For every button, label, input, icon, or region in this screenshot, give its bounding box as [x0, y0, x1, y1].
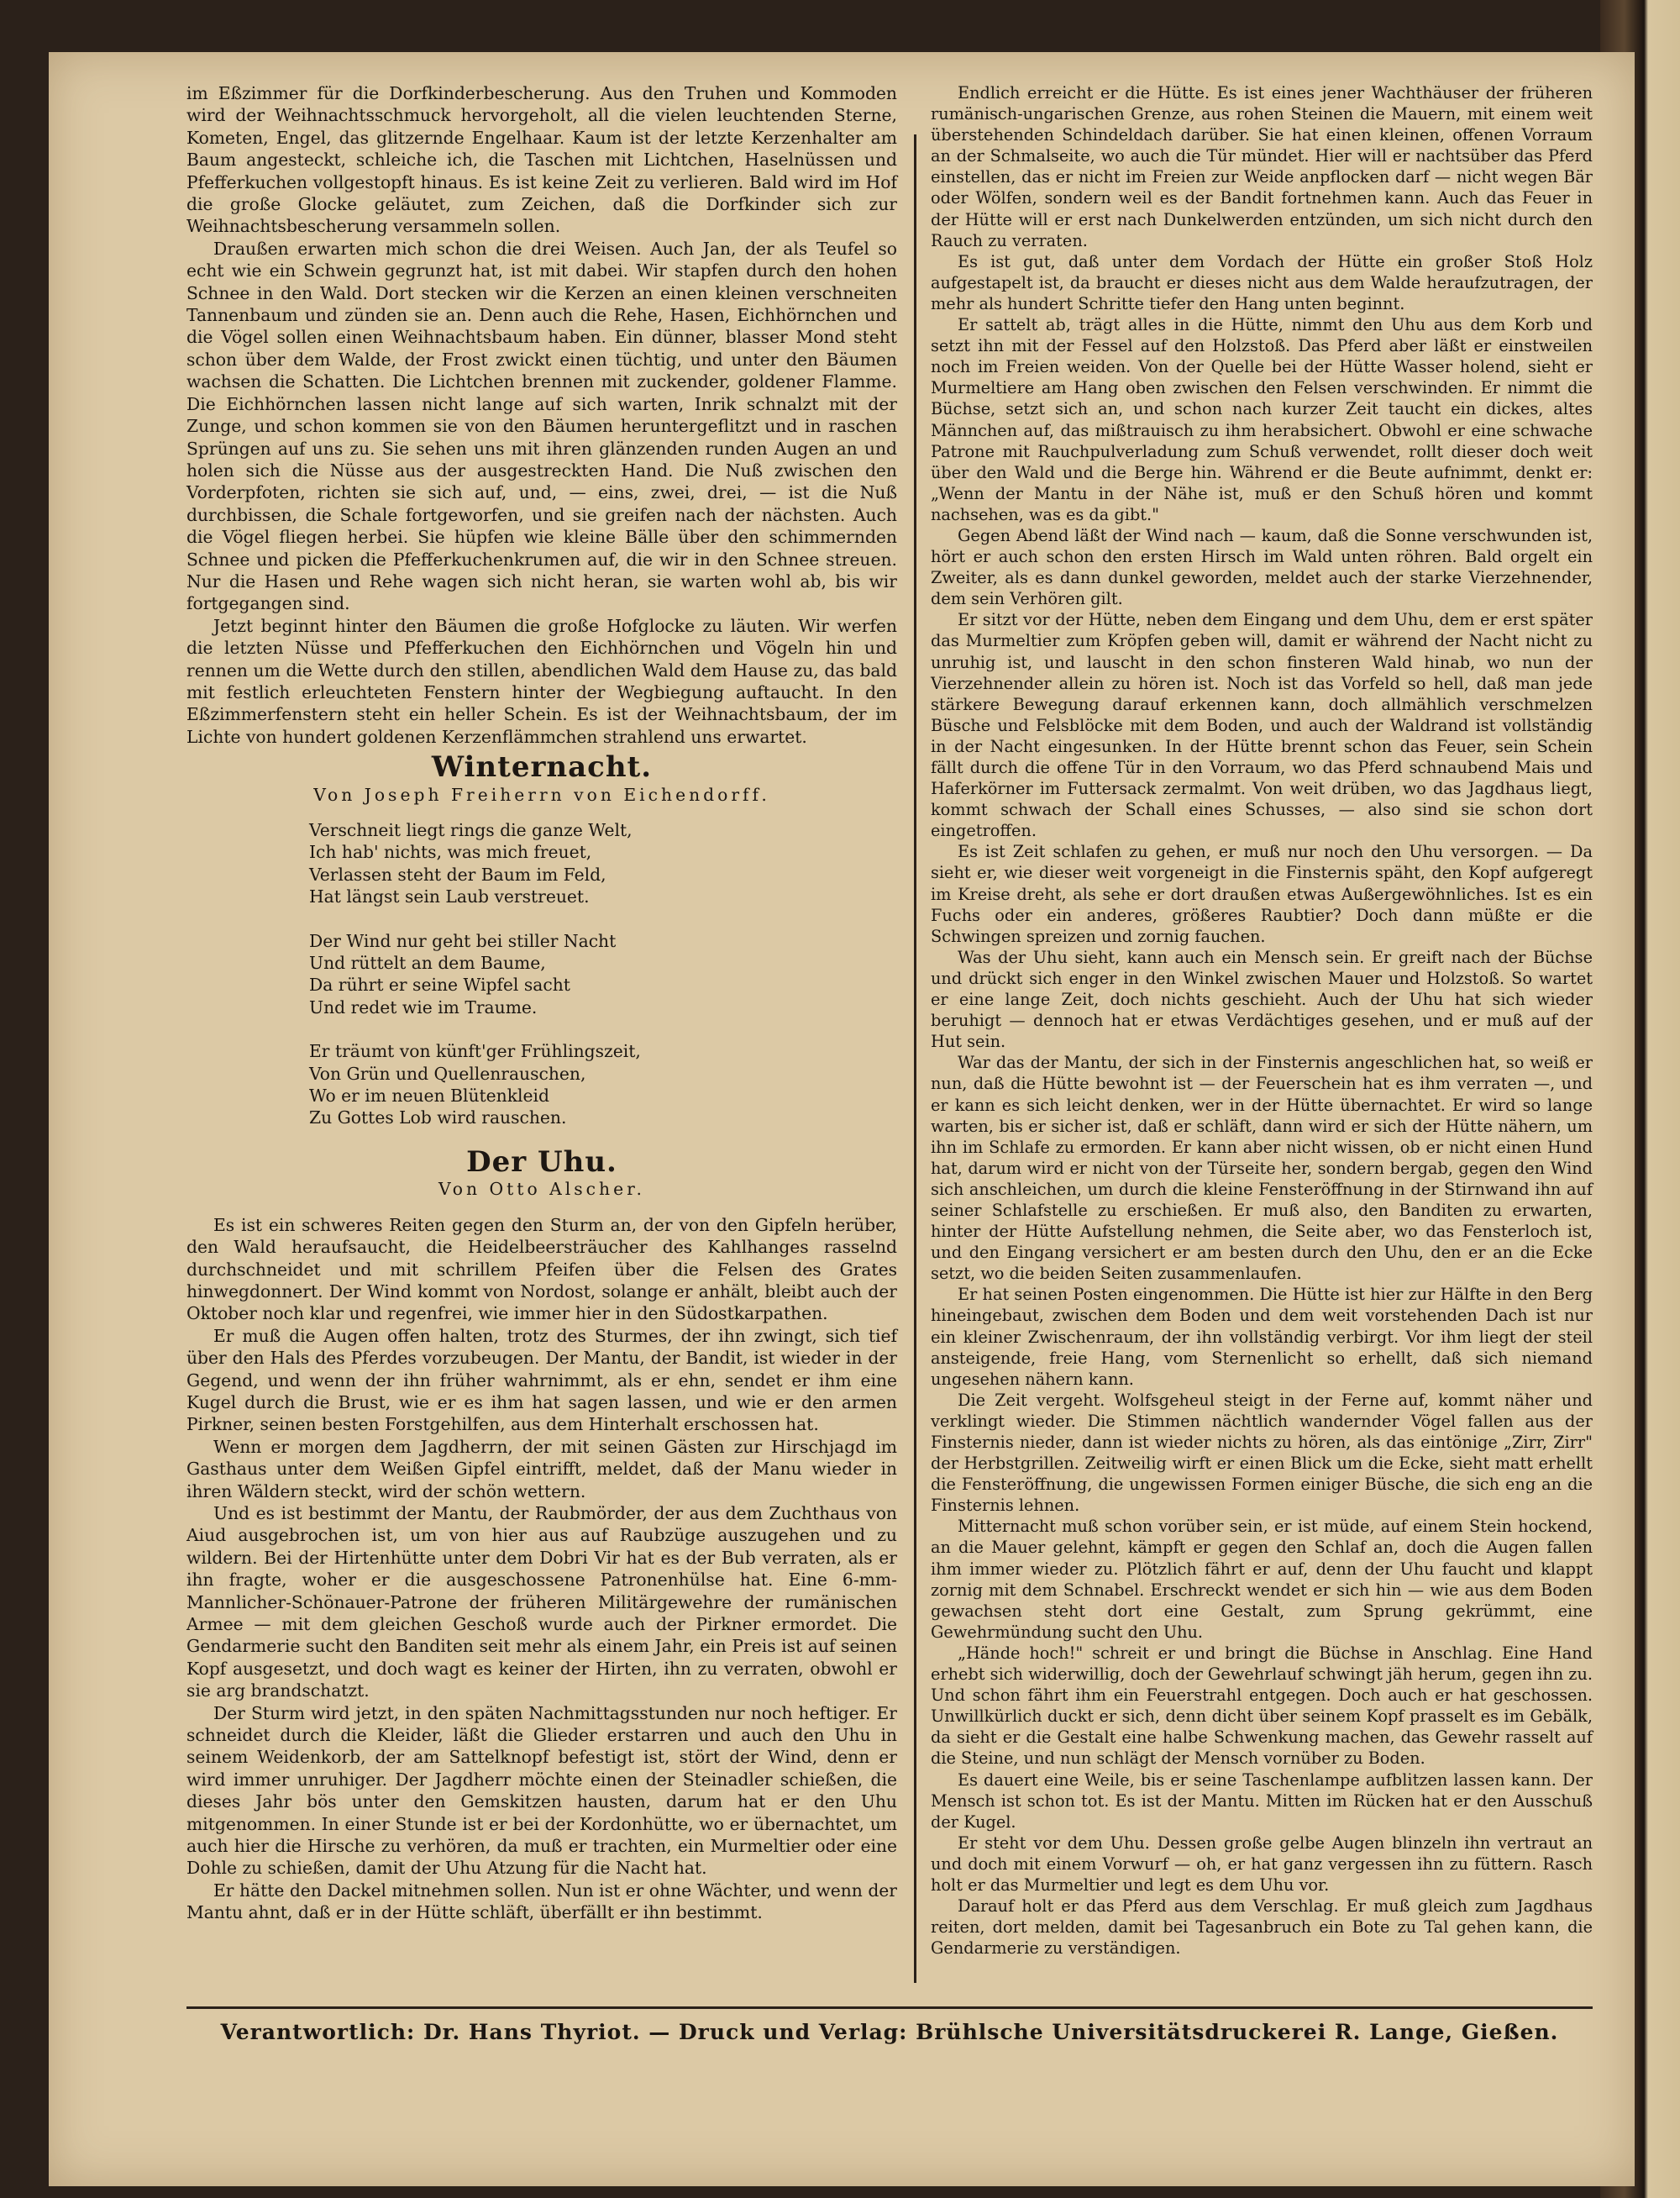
poem-line: Hat längst sein Laub verstreuet.: [309, 886, 590, 907]
poem-line: Ich hab' nichts, was mich freuet,: [309, 842, 592, 863]
poem-line: Wo er im neuen Blütenkleid: [309, 1086, 549, 1107]
column-divider: [914, 134, 916, 1983]
story-title: Der Uhu.: [466, 1144, 617, 1179]
story-text: [186, 1214, 897, 1924]
story-paragraph: Wenn er morgen dem Jagdherrn, der mit seinen Gästen zur Hirschjagd im Gasthaus unter dem Weißen Gipfel eintrifft, meldet, daß der Manu wieder in ihren Wäldern steckt, wird der schön wettern.: [186, 1436, 897, 1501]
story-paragraph: Er hätte den Dackel mitnehmen sollen. Nun ist er ohne Wächter, und wenn der Mantu ahnt, daß er in der Hütte schläft, überfällt er ihn bestimmt.: [186, 1880, 897, 1923]
poem-line: Verschneit liegt rings die ganze Welt,: [309, 820, 633, 840]
story-paragraph: Darauf holt er das Pferd aus dem Verschlag. Er muß gleich zum Jagdhaus reiten, dort melden, damit bei Tagesanbruch ein Bote zu Tal gehen kann, die Gendarmerie zu verständigen.: [931, 1896, 1593, 1959]
story-paragraph: Es ist ein schweres Reiten gegen den Sturm an, der von den Gipfeln herüber, den Wald heraufsaucht, die Heidelbeersträucher des Kahlhanges rasselnd durchschneidet und mit schrillem Pfeifen über die Felsen des Grates hinwegdonnert. Der Wind kommt von Nordost, solange er anhält, bleibt auch der Oktober noch klar und regenfrei, wie immer hier in den Südostkarpathen.: [186, 1214, 897, 1324]
story-paragraph: Gegen Abend läßt der Wind nach — kaum, daß die Sonne verschwunden ist, hört er auch schon den ersten Hirsch im Wald unten röhren. Bald orgelt ein Zweiter, als es dann dunkel geworden, meldet auch der starke Vierzehnender, dem sein Verhören gilt.: [931, 525, 1593, 609]
poem-line: Zu Gottes Lob wird rauschen.: [309, 1107, 567, 1128]
story-paragraph: Und es ist bestimmt der Mantu, der Raubmörder, der aus dem Zuchthaus von Aiud ausgebrochen ist, um von hier aus auf Raubzüge auszugehen und zu wildern. Bei der Hirtenhütte unter dem Dobri Vir hat es der Bub verraten, als er ihn fragte, woher er die ausgeschossene Patronenhülse hat. Eine 6-mm-Mannlicher-Schönauer-Patrone der früheren Militärgewehre der rumänischen Armee — mit dem gleichen Geschoß wurde auch der Pirkner ermordet. Die Gendarmerie sucht den Banditen seit mehr als einem Jahr, ein Preis ist auf seinen Kopf ausgesetzt, und doch wagt es keiner der Hirten, ihn zu verraten, obwohl er sie arg brandschatzt.: [186, 1502, 897, 1701]
poem-byline: Von Joseph Freiherrn von Eichendorff.: [313, 784, 770, 805]
poem-stanza-1: [309, 819, 897, 908]
story-paragraph: Er hat seinen Posten eingenommen. Die Hütte ist hier zur Hälfte in den Berg hineingebaut, zwischen dem Boden und dem weit vorstehenden Dach ist nur ein kleiner Zwischenraum, der ihn vollständig verbirgt. Vor ihm liegt der steil ansteigende, freie Hang, vom Sternenlicht so erhellt, daß sich niemand ungesehen nähern kann.: [931, 1285, 1593, 1389]
footer-divider: [186, 2006, 1593, 2009]
right-column: [931, 82, 1593, 1959]
left-column: [186, 82, 897, 1924]
intro-paragraph-1: im Eßzimmer für die Dorfkinderbescherung. Aus den Truhen und Kommoden wird der Weihnachtsschmuck hervorgeholt, all die vielen leuchtenden Sterne, Kometen, Engel, das glitzernde Engelhaar. Kaum ist der letzte Kerzenhalter am Baum angesteckt, schleiche ich, die Taschen mit Lichtchen, Haselnüssen und Pfefferkuchen vollgestopft hinaus. Es ist keine Zeit zu verlieren. Bald wird im Hof die große Glocke geläutet, zum Zeichen, daß die Dorfkinder sich zur Weihnachtsbescherung versammeln sollen.: [186, 83, 897, 237]
story-paragraph: Es ist Zeit schlafen zu gehen, er muß nur noch den Uhu versorgen. — Da sieht er, wie dieser weit vorgeneigt in die Finsternis späht, den Kopf aufgeregt im Kreise dreht, als sehe er dort draußen etwas Außergewöhnliches. Ist es ein Fuchs oder ein anderes, größeres Raubtier? Doch dann müßte er die Schwingen spreizen und zornig fauchen.: [931, 842, 1593, 946]
poem-stanza-3: [309, 1040, 897, 1129]
intro-paragraph-3: Jetzt beginnt hinter den Bäumen die große Hofglocke zu läuten. Wir werfen die letzten Nüsse und Pfefferkuchen den Eichhörnchen und Vögeln hin und rennen um die Wette durch den stillen, abendlichen Wald dem Hause zu, das bald mit festlich erleuchteten Fenstern hinter der Wegbiegung auftaucht. In den Eßzimmerfenstern steht ein heller Schein. Es ist der Weihnachtsbaum, der im Lichte von hundert goldenen Kerzenflämmchen strahlend uns erwartet.: [186, 615, 897, 747]
story-byline: Von Otto Alscher.: [438, 1179, 645, 1200]
poem-line: Und rüttelt an dem Baume,: [309, 953, 546, 974]
intro-paragraph-2: Draußen erwarten mich schon die drei Weisen. Auch Jan, der als Teufel so echt wie ein Schwein gegrunzt hat, ist mit dabei. Wir stapfen durch den hohen Schnee in den Wald. Dort stecken wir die Kerzen an einen kleinen verschneiten Tannenbaum und zünden sie an. Denn auch die Rehe, Hasen, Eichhörnchen und die Vögel sollen einen Weihnachtsbaum haben. Ein dünner, blasser Mond steht schon über dem Walde, der Frost zwickt einen tüchtig, und unter den Bäumen wachsen die Schatten. Die Lichtchen brennen mit zuckender, goldener Flamme. Die Eichhörnchen lassen nicht lange auf sich warten, Inrik schnalzt mit der Zunge, und schon kommen sie von den Bäumen heruntergeflitzt und in raschen Sprüngen auf uns zu. Sie sehen uns mit ihren glänzenden runden Augen an und holen sich die Nüsse aus der ausgestreckten Hand. Die Nuß zwischen den Vorderpfoten, richten sie sich auf, und, — eins, zwei, drei, — ist die Nuß durchbissen, die Schale fortgeworfen, und sie greifen nach der nächsten. Auch die Vögel fliegen herbei. Sie hüpfen wie kleine Bälle über den schimmernden Schnee und picken die Pfefferkuchenkrumen auf, die wir in den Schnee streuen. Nur die Hasen und Rehe wagen sich nicht heran, sie warten wohl ab, bis wir fortgegangen sind.: [186, 238, 897, 614]
poem-line: Da rührt er seine Wipfel sacht: [309, 975, 570, 996]
poem-line: Und redet wie im Traume.: [309, 996, 538, 1017]
story-paragraph: Was der Uhu sieht, kann auch ein Mensch sein. Er greift nach der Büchse und drückt sich enger in den Winkel zwischen Mauer und Holzstoß. So wartet er eine lange Zeit, doch nichts geschieht. Auch der Uhu hat sich wieder beruhigt — dennoch hat er etwas Verdächtiges gesehen, und er muß auf der Hut sein.: [931, 947, 1593, 1052]
poem-line: Verlassen steht der Baum im Feld,: [309, 864, 606, 885]
intro-text: [186, 82, 897, 748]
story-paragraph: Der Sturm wird jetzt, in den späten Nachmittagsstunden nur noch heftiger. Er schneidet durch die Kleider, läßt die Glieder erstarren und auch den Uhu in seinem Weidenkorb, der am Sattelknopf befestigt ist, stört der Wind, denn er wird immer unruhiger. Der Jagdherr möchte einen der Steinadler schießen, die dieses Jahr bös unter den Gemskitzen hausten, darum hat er den Uhu mitgenommen. In einer Stunde ist er bei der Kordonhütte, wo er übernachtet, um auch hier die Hirsche zu verhören, da muß er trachten, ein Murmeltier oder eine Dohle zu schießen, damit der Uhu Atzung für die Nacht hat.: [186, 1702, 897, 1879]
poem-title: Winternacht.: [431, 750, 653, 785]
poem-line: Der Wind nur geht bei stiller Nacht: [309, 930, 617, 951]
poem-line: Er träumt von künft'ger Frühlingszeit,: [309, 1041, 641, 1062]
story-paragraph: Er muß die Augen offen halten, trotz des Sturmes, der ihn zwingt, sich tief über den Hals des Pferdes vorzubeugen. Der Mantu, der Bandit, ist wieder in der Gegend, und wenn der ihn früher wahrnimmt, als er ehn, sendet er ihm eine Kugel durch die Brust, wie er es ihm hat sagen lassen, und wie er den armen Pirkner, seinen besten Forstgehilfen, aus dem Hinterhalt erschossen hat.: [186, 1325, 897, 1435]
story-paragraph: War das der Mantu, der sich in der Finsternis angeschlichen hat, so weiß er nun, daß die Hütte bewohnt ist — der Feuerschein hat es ihm verraten —, und er kann es sich leicht denken, wer in der Hütte übernachtet. Er wird so lange warten, bis er sicher ist, daß er schläft, dann wird er sich der Hütte nähern, um ihn im Schlafe zu ermorden. Er kann aber nicht wissen, ob er nicht einen Hund hat, darum wird er nicht von der Türseite her, sondern bergab, gegen den Wind sich anschleichen, um durch die kleine Fensteröffnung in der Stirnwand ihn auf seiner Schlafstelle zu erschießen. Er muß also, den Banditen zu erwarten, hinter der Hütte Aufstellung nehmen, die Seite aber, wo das Fensterloch ist, und den Eingang versichert er am besten durch den Uhu, den er an die Ecke setzt, wo die beiden Seiten zusammenlaufen.: [931, 1053, 1593, 1284]
poem: [309, 819, 897, 1129]
story-paragraph: Es dauert eine Weile, bis er seine Taschenlampe aufblitzen lassen kann. Der Mensch ist schon tot. Es ist der Mantu. Mitten im Rücken hat er den Ausschuß der Kugel.: [931, 1769, 1593, 1832]
poem-stanza-2: [309, 930, 897, 1019]
imprint-footer: Verantwortlich: Dr. Hans Thyriot. — Druck und Verlag: Brühlsche Universitätsdruckerei R. Lange, Gießen.: [220, 2020, 1559, 2044]
story-paragraph: Es ist gut, daß unter dem Vordach der Hütte ein großer Stoß Holz aufgestapelt ist, da braucht er dieses nicht aus dem Walde heraufzutragen, der mehr als hundert Schritte tiefer den Hang unten beginnt.: [931, 251, 1593, 313]
story-paragraph: Endlich erreicht er die Hütte. Es ist eines jener Wachthäuser der früheren rumänisch-ungarischen Grenze, aus rohen Steinen die Mauern, mit einem weit überstehenden Schindeldach darüber. Sie hat einen kleinen, offenen Vorraum an der Schmalseite, wo auch die Tür mündet. Hier will er nachtsüber das Pferd einstellen, das er nicht im Freien zur Weide anpflocken darf — nicht wegen Bär oder Wölfen, sondern weil es der Bandit fortnehmen kann. Auch das Feuer in der Hütte will er erst nach Dunkelwerden entzünden, um sich nicht durch den Rauch zu verraten.: [931, 83, 1593, 250]
poem-line: Von Grün und Quellenrauschen,: [309, 1063, 586, 1084]
story-paragraph: Mitternacht muß schon vorüber sein, er ist müde, auf einem Stein hockend, an die Mauer gelehnt, kämpft er gegen den Schlaf an, doch die Augen fallen ihm immer wieder zu. Plötzlich fährt er auf, denn der Uhu faucht und klappt zornig mit dem Schnabel. Erschreckt wendet er sich hin — wie aus dem Boden gewachsen steht dort eine Gestalt, zum Sprung gekrümmt, eine Gewehrmündung sucht den Uhu.: [931, 1517, 1593, 1642]
story-paragraph: Er steht vor dem Uhu. Dessen große gelbe Augen blinzeln ihn vertraut an und doch mit einem Vorwurf — oh, er hat ganz vergessen ihn zu füttern. Rasch holt er das Murmeltier und legt es dem Uhu vor.: [931, 1833, 1593, 1895]
story-paragraph: Er sattelt ab, trägt alles in die Hütte, nimmt den Uhu aus dem Korb und setzt ihn mit der Fessel auf den Holzstoß. Das Pferd aber läßt er einstweilen noch im Freien weiden. Von der Quelle bei der Hütte Wasser holend, sieht er Murmeltiere am Hang oben zwischen den Felsen verschwinden. Er nimmt die Büchse, setzt sich an, und schon nach kurzer Zeit taucht ein dickes, altes Männchen auf, das mißtrauisch zu ihm herabsichert. Obwohl er eine schwache Patrone mit Rauchpulverladung zum Schuß verwendet, rollt dieser doch weit über den Wald und die Berge hin. Während er die Beute aufnimmt, denkt er: „Wenn der Mantu in der Nähe ist, muß er den Schuß hören und kommt nachsehen, was es da gibt.": [931, 315, 1593, 524]
story-paragraph: Er sitzt vor der Hütte, neben dem Eingang und dem Uhu, dem er erst später das Murmeltier zum Kröpfen geben will, damit er während der Nacht nicht zu unruhig ist, und lauscht in den schon finsteren Wald hinab, wo nun der Vierzehnender allein zu hören ist. Noch ist das Vorfeld so hell, daß man jede stärkere Bewegung darauf erkennen kann, doch allmählich verschmelzen Büsche und Felsblöcke mit dem Boden, und auch der Waldrand ist vollständig in der Nacht eingesunken. In der Hütte brennt schon das Feuer, sein Schein fällt durch die offene Tür in den Vorraum, wo das Pferd schnaubend Mais und Haferkörner im Futtersack zermalmt. Von weit drüben, wo das Jagdhaus liegt, kommt schwach der Schall eines Schusses, — also sind sie schon dort eingetroffen.: [931, 610, 1593, 841]
story-paragraph: Die Zeit vergeht. Wolfsgeheul steigt in der Ferne auf, kommt näher und verklingt wieder. Die Stimmen nächtlich wandernder Vögel fallen aus der Finsternis nieder, dann ist wieder nichts zu hören, als das eintönige „Zirr, Zirr" der Herbstgrillen. Zeitweilig wirft er einen Blick um die Ecke, sieht matt erhellt die Fensteröffnung, die ungewissen Formen einiger Büsche, die sich eng an die Finsternis lehnen.: [931, 1390, 1593, 1516]
story-paragraph: „Hände hoch!" schreit er und bringt die Büchse in Anschlag. Eine Hand erhebt sich widerwillig, doch der Gewehrlauf schwingt jäh herum, gegen ihn zu. Und schon fährt ihm ein Feuerstrahl entgegen. Doch auch er hat geschossen. Unwillkürlich duckt er sich, denn dicht über seinem Kopf prasselt es im Gebälk, da sieht er die Gestalt eine halbe Schwenkung machen, das Gewehr rasselt auf die Steine, und nun schlägt der Mensch vornüber zu Boden.: [931, 1643, 1593, 1769]
